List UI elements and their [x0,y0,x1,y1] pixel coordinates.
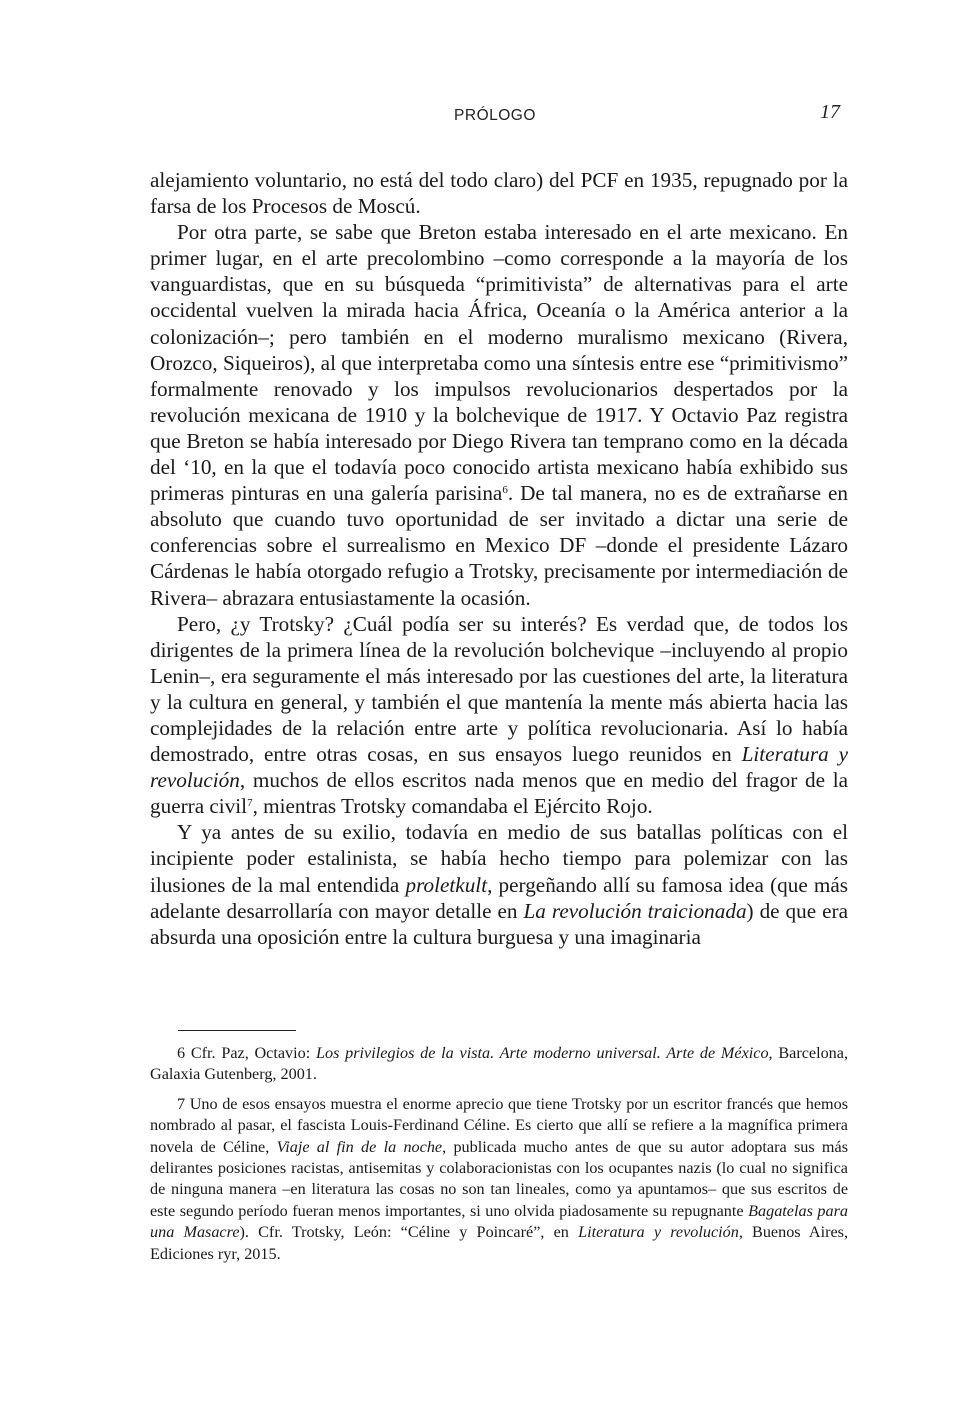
footnote-6-text: 6 Cfr. Paz, Octavio: [177,1044,316,1062]
footnote-7-text: 7 Uno de esos ensayos muestra el enorme aprecio que tiene Trotsky por un escritor francés que hemos nombrado al pasar, el fascista Louis-Ferdinand Céline. Es cierto que allí se refiere a la magnífica primera novela de Céline, [150,1094,848,1156]
paragraph-4-text-cont: , pergeñando allí su famosa idea (que más adelante desarrollaría con mayor detalle en [150,872,848,923]
running-title: PRÓLOGO [454,107,536,124]
footnote-7-text-4: , Buenos Aires, Ediciones ryr, 2015. [150,1223,849,1263]
footnotes [150,1043,848,1273]
paragraph-1 [150,167,848,219]
paragraph-4-text: Y ya antes de su exilio, todavía en medio de sus batallas políticas con el incipiente poder estalinista, se había hecho tiempo para polemizar con las ilusiones de la mal entendida [150,820,848,897]
footnote-7-title-2: Bagatelas para una Masacre [150,1201,849,1242]
italic-term: proletkult [405,872,488,897]
footnote-7-text-3: ). Cfr. Trotsky, León: “Céline y Poincaré”, en [239,1223,579,1242]
footnote-6-text-end: , Barcelona, Galaxia Gutenberg, 2001. [150,1044,849,1084]
paragraph-4-text-end: ) de que era absurda una oposición entre la cultura burguesa y una imaginaria [150,898,848,949]
footnote-ref-6: 6 [502,484,508,497]
footnote-7-title-3: Literatura y revolución [578,1223,739,1242]
footnote-7-title-1: Viaje al fin de la noche [276,1137,443,1156]
paragraph-2-text-cont: . De tal manera, no es de extrañarse en absoluto que cuando tuvo oportunidad de ser invitado a dictar una serie de conferencias sobre el surrealismo en Mexico DF –donde el presidente Lázaro Cárdenas le había otorgado refugio a Trotsky, precisamente por intermediación de Rivera– abrazara entusiastamente la ocasión. [150,481,848,610]
paragraph-3-text-end: , mientras Trotsky comandaba el Ejército Rojo. [252,794,653,819]
book-title: La revolución traicionada [523,898,747,923]
paragraph-1-text: alejamiento voluntario, no está del todo claro) del PCF en 1935, repugnado por la farsa de los Procesos de Moscú. [150,168,848,219]
footnote-7-text-2: , publicada mucho antes de que su autor adoptara sus más delirantes posiciones racistas, antisemitas y colaboracionistas con los ocupantes nazis (lo cual no significa de ninguna manera –en literatura las cosas no son tan lineales, como ya apuntamos– que sus escritos de este segundo período fueran menos importantes, si uno olvida piadosamente su repugnante [150,1137,848,1220]
running-head [150,101,840,131]
footnote-6 [150,1043,848,1086]
body-text [150,167,848,950]
paragraph-3-text: Pero, ¿y Trotsky? ¿Cuál podía ser su interés? Es verdad que, de todos los dirigentes de la primera línea de la revolución bolchevique –incluyendo al propio Lenin–, era seguramente el más interesado por las cuestiones del arte, la literatura y la cultura en general, y también el que mantenía la mente más abierta hacia las complejidades de la relación entre arte y política revolucionaria. Así lo había demostrado, entre otras cosas, en sus ensayos luego reunidos en [150,611,848,767]
paragraph-2-text: Por otra parte, se sabe que Breton estaba interesado en el arte mexicano. En primer lugar, en el arte precolombino –como corresponde a la mayoría de los vanguardistas, que en su búsqueda “primitivista” de alternativas para el arte occidental vuelven la mirada hacia África, Oceanía o la América anterior a la colonización–; pero también en el moderno muralismo mexicano (Rivera, Orozco, Siqueiros), al que interpretaba como una síntesis entre ese “primitivismo” formalmente renovado y los impulsos revolucionarios despertados por la revolución mexicana de 1910 y la bolchevique de 1917. Y Octavio Paz registra que Breton se había interesado por Diego Rivera tan temprano como en la década del ‘10, en la que el todavía poco conocido artista mexicano había exhibido sus primeras pinturas en una galería parisina [150,220,848,506]
paragraph-4 [150,819,848,949]
footnote-7 [150,1094,848,1265]
page-number: 17 [820,101,840,123]
paragraph-3 [150,611,848,820]
footnote-ref-7: 7 [247,797,253,810]
paragraph-2 [150,219,848,610]
book-title: Literatura y revolución [150,742,848,793]
footnote-6-title: Los privilegios de la vista. Arte moderno universal. Arte de México [316,1044,769,1062]
paragraph-3-text-cont: , muchos de ellos escritos nada menos que en medio del fragor de la guerra civil [150,768,848,819]
footnote-rule [178,1030,296,1031]
